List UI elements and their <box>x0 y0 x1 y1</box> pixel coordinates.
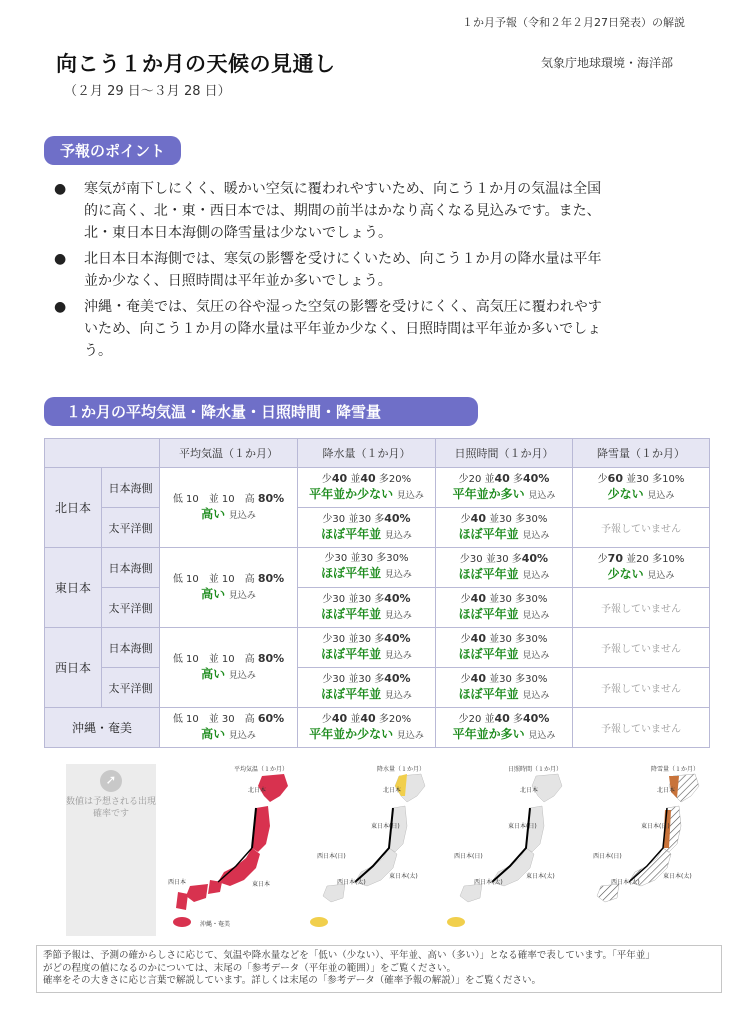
forecast-table <box>44 438 710 748</box>
table-header-row <box>45 439 710 468</box>
svg-text:西日本(日): 西日本(日) <box>593 853 622 860</box>
map-temp <box>160 762 293 934</box>
svg-text:東日本(太): 東日本(太) <box>663 873 692 880</box>
svg-text:東日本(日): 東日本(日) <box>641 823 670 830</box>
sun-north-sea: 少20 並40 多40% 平年並か多い 見込み <box>436 468 573 508</box>
map-title: 降水量（１か月） <box>376 766 425 773</box>
snow-west-pac: 予報していません <box>573 668 710 708</box>
svg-text:北日本: 北日本 <box>657 787 676 794</box>
temp-okinawa: 低 10 並 30 高 60% 高い 見込み <box>160 708 298 748</box>
page-title: 向こう１か月の天候の見通し <box>56 52 336 76</box>
svg-text:西日本(太): 西日本(太) <box>611 879 640 886</box>
map-precip <box>297 762 430 934</box>
map-snow <box>571 762 704 934</box>
snow-east-pac: 予報していません <box>573 588 710 628</box>
sun-west-sea: 少40 並30 多30% ほぼ平年並 見込み <box>436 628 573 668</box>
temp-west: 低 10 並 10 高 80% 高い 見込み <box>160 628 298 708</box>
precip-north-pac: 少30 並30 多40% ほぼ平年並 見込み <box>298 508 436 548</box>
subregion-pacific: 太平洋側 <box>102 668 160 708</box>
precip-west-pac: 少30 並30 多40% ほぼ平年並 見込み <box>298 668 436 708</box>
bullet-icon: ● <box>54 181 67 197</box>
subregion-pacific: 太平洋側 <box>102 508 160 548</box>
region-okinawa: 沖縄・奄美 <box>45 708 160 748</box>
temp-east: 低 10 並 10 高 80% 高い 見込み <box>160 548 298 628</box>
table-row <box>45 628 710 668</box>
table-row <box>45 668 710 708</box>
region-north: 北日本 <box>45 468 102 548</box>
table-row <box>45 508 710 548</box>
precip-okinawa: 少40 並40 多20% 平年並か少ない 見込み <box>298 708 436 748</box>
header-precip: 降水量（１か月） <box>298 439 436 468</box>
svg-text:西日本(日): 西日本(日) <box>454 853 483 860</box>
sun-east-sea: 少30 並30 多40% ほぼ平年並 見込み <box>436 548 573 588</box>
sun-west-pac: 少40 並30 多30% ほぼ平年並 見込み <box>436 668 573 708</box>
subregion-sea: 日本海側 <box>102 468 160 508</box>
agency-name: 気象庁地球環境・海洋部 <box>540 56 673 70</box>
svg-text:東日本(太): 東日本(太) <box>526 873 555 880</box>
precip-east-pac: 少30 並30 多40% ほぼ平年並 見込み <box>298 588 436 628</box>
snow-okinawa: 予報していません <box>573 708 710 748</box>
header-temp: 平均気温（１か月） <box>160 439 298 468</box>
table-row <box>45 468 710 508</box>
footnote: 季節予報は、予測の確からしさに応じて、気温や降水量などを「低い（少ない）、平年並、高い（多い）」となる確率で表しています。「平年並」 がどの程度の値になるのかについては、末尾の「参考データ（平年並の範囲）」をご覧ください。 確率をその大きさに応じ言葉で解説しています。詳しくは末尾の「参考データ（確率予報の解説）」をご覧ください。 <box>36 945 722 993</box>
points-list <box>54 178 614 366</box>
sun-okinawa: 少20 並40 多40% 平年並か多い 見込み <box>436 708 573 748</box>
svg-text:西日本(日): 西日本(日) <box>317 853 346 860</box>
forecast-period: （２月 29 日〜３月 28 日） <box>64 84 231 99</box>
sun-east-pac: 少40 並30 多30% ほぼ平年並 見込み <box>436 588 573 628</box>
header-snow: 降雪量（１か月） <box>573 439 710 468</box>
svg-text:北日本: 北日本 <box>383 787 402 794</box>
snow-east-sea: 少70 並20 多10% 少ない 見込み <box>573 548 710 588</box>
subregion-pacific: 太平洋側 <box>102 588 160 628</box>
snow-west-sea: 予報していません <box>573 628 710 668</box>
map-label: 東日本 <box>252 881 271 888</box>
header-note: １か月予報（令和２年２月27日発表）の解説 <box>462 16 685 29</box>
bullet-icon: ● <box>54 251 67 267</box>
svg-text:東日本(日): 東日本(日) <box>508 823 537 830</box>
svg-text:東日本(日): 東日本(日) <box>371 823 400 830</box>
snow-north-pac: 予報していません <box>573 508 710 548</box>
map-label: 北日本 <box>248 787 267 794</box>
map-sun <box>434 762 567 934</box>
map-note: ➚ 数値は予想される出現確率です <box>66 764 156 936</box>
precip-east-sea: 少30 並30 多30% ほぼ平年並 見込み <box>298 548 436 588</box>
svg-text:東日本(太): 東日本(太) <box>389 873 418 880</box>
temp-north: 低 10 並 10 高 80% 高い 見込み <box>160 468 298 548</box>
subregion-sea: 日本海側 <box>102 628 160 668</box>
table-row <box>45 588 710 628</box>
subregion-sea: 日本海側 <box>102 548 160 588</box>
map-title: 降雪量（１か月） <box>650 766 699 773</box>
region-west: 西日本 <box>45 628 102 708</box>
svg-text:西日本(太): 西日本(太) <box>474 879 503 886</box>
table-row <box>45 548 710 588</box>
bullet-icon: ● <box>54 299 67 315</box>
map-title: 日照時間（１か月） <box>507 766 562 773</box>
point-item: ● 北日本日本海側では、寒気の影響を受けにくいため、向こう１か月の降水量は平年並か少なく、日照時間は平年並か多いでしょう。 <box>54 248 614 292</box>
region-east: 東日本 <box>45 548 102 628</box>
arrow-icon: ➚ <box>100 770 122 792</box>
point-item: ● 寒気が南下しにくく、暖かい空気に覆われやすいため、向こう１か月の気温は全国的に高く、北・東・西日本では、期間の前半はかなり高くなる見込みです。また、北・東日本日本海側の降雪量は少ないでしょう。 <box>54 178 614 244</box>
table-row <box>45 708 710 748</box>
svg-text:北日本: 北日本 <box>520 787 539 794</box>
points-heading: 予報のポイント <box>44 136 181 165</box>
precip-north-sea: 少40 並40 多20% 平年並か少ない 見込み <box>298 468 436 508</box>
header-sun: 日照時間（１か月） <box>436 439 573 468</box>
precip-west-sea: 少30 並30 多40% ほぼ平年並 見込み <box>298 628 436 668</box>
map-title: 平均気温（１か月） <box>233 766 288 773</box>
snow-north-sea: 少60 並30 多10% 少ない 見込み <box>573 468 710 508</box>
svg-text:西日本(太): 西日本(太) <box>337 879 366 886</box>
map-label: 西日本 <box>168 879 187 886</box>
map-label: 沖縄・奄美 <box>200 921 231 928</box>
monthly-heading: １か月の平均気温・降水量・日照時間・降雪量 <box>44 397 478 426</box>
point-item: ● 沖縄・奄美では、気圧の谷や湿った空気の影響を受けにくく、高気圧に覆われやすいため、向こう１か月の降水量は平年並か少なく、日照時間は平年並か多いでしょう。 <box>54 296 614 362</box>
japan-shape <box>173 774 288 927</box>
sun-north-pac: 少40 並30 多30% ほぼ平年並 見込み <box>436 508 573 548</box>
